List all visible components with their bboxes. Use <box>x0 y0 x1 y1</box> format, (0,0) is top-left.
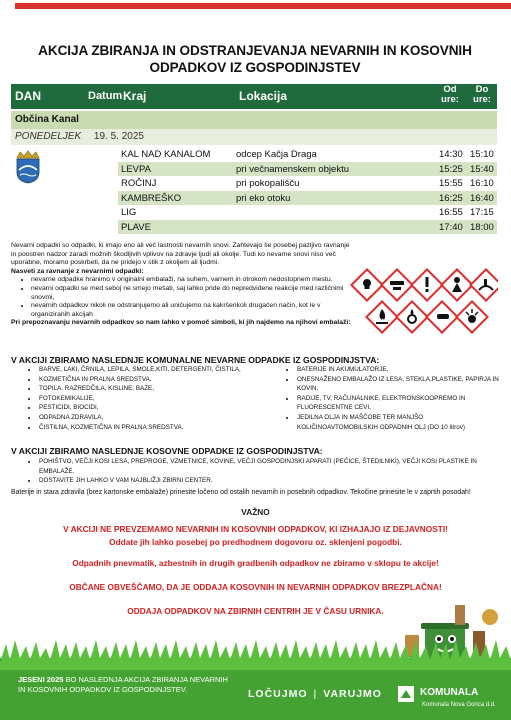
table-row: LIG 16:55 17:15 <box>121 207 494 218</box>
important-line-2: Oddate jih lahko posebej po predhodnem dogovoru oz. sklenjeni pogodbi. <box>109 537 402 547</box>
header-do: Do ure: <box>473 84 491 105</box>
list-item: • BATERIJE IN AKUMULATORJE, <box>296 365 500 375</box>
hazardous-list-left <box>24 365 274 432</box>
tips-list <box>31 276 356 319</box>
list-item: • ČISTILNA, KOZMETIČNA IN PRALNA SREDSTVA, <box>38 423 274 433</box>
header-lokacija: Lokacija <box>239 89 288 103</box>
list-item: • FOTOKEMIKALIJE, <box>38 394 274 404</box>
bulky-title: V AKCIJI ZBIRAMO NASLEDNJE KOSOVNE ODPADKE IZ GOSPODINJSTVA: <box>11 446 323 456</box>
list-item: • KOZMETIČNA IN PRALNA SREDSTVA, <box>38 375 274 385</box>
list-item: • nevarni odpadki se med seboj ne smejo mešati, saj lahko pride do nepredvidene reakcije med različnimi snovmi, <box>31 285 356 302</box>
table-row: KAMBREŠKO pri eko otoku 16:25 16:40 <box>118 191 497 206</box>
bulky-list <box>24 457 504 486</box>
municipality-crest-icon <box>14 150 42 184</box>
health-hazard-icon <box>441 269 472 300</box>
important-line-3: Odpadnih pnevmatik, azbestnih in drugih gradbenih odpadkov ne zbiramo v sklopu te akcije! <box>72 558 439 568</box>
important-line-5: ODDAJA ODPADKOV NA ZBIRNIH CENTRIH JE V ČASU URNIKA. <box>127 606 384 616</box>
gas-cylinder-hazard-icon <box>426 301 457 332</box>
exclamation-hazard-icon <box>411 269 442 300</box>
flammable-hazard-icon <box>366 301 397 332</box>
hazardous-list-right <box>282 365 500 432</box>
footer-text: BO NASLEDNJA AKCIJA ZBIRANJA NEVARNIH IN KOSOVNIH ODPADKOV IZ GOSPODINJSTEV. <box>18 675 228 694</box>
day-date: 19. 5. 2025 <box>93 131 144 142</box>
environment-hazard-icon <box>470 269 498 300</box>
list-item: • nevarnih odpadkov nikoli ne odstranjujemo ali uničujemo na kakršenkoli drugačen način, kot le v organiziranih akcijah <box>31 302 356 319</box>
day-row <box>11 129 497 145</box>
slogan-separator: | <box>313 688 318 700</box>
list-item: • PESTICIDI, BIOCIDI, <box>38 403 274 413</box>
intro-paragraph: Nevarni odpadki so odpadki, ki imajo eno ali več lastnosti nevarnih snovi. Zahtevajo še posebej pazljivo ravnanje in poostren nadzor zaradi možnih škodljivih vplivov na zdravje ljudi ali okolje. Tudi ko nevarne snovi niso več uporabne, moramo poskrbeti, da ne pridejo v stik z okoljem ali ljudmi. <box>11 242 350 267</box>
hazard-symbols <box>348 268 498 346</box>
list-item: • TOPILA, RAZREDČILA, KISLINE, BAZE, <box>38 384 274 394</box>
list-item: • JEDILNA OLJA IN MAŠČOBE TER MANJŠO KOLIČINOAVTOMOBILSKIH ODPADNIH OLJ (DO 10 litrov) <box>296 413 500 432</box>
brand-subtitle: Komunala Nova Gorica d.d. <box>422 702 496 708</box>
list-item: • DOSTAVITE JIH LAHKO V VAM NAJBLIŽJI ZBIRNI CENTER. <box>38 476 504 486</box>
table-row: LEVPA pri večnamenskem objektu 15:25 15:40 <box>118 162 497 177</box>
footer-season: JESENI 2025 <box>18 675 64 684</box>
hazardous-title: V AKCIJI ZBIRAMO NASLEDNJE KOMUNALNE NEVARNE ODPADKE IZ GOSPODINJSTVA: <box>11 355 380 365</box>
table-row: KAL NAD KANALOM odcep Kačja Draga 14:30 15:10 <box>121 149 494 160</box>
header-datum: Datum <box>88 90 123 102</box>
title-line-1: AKCIJA ZBIRANJA IN ODSTRANJEVANJA NEVARNIH IN KOSOVNIH <box>38 43 472 58</box>
list-item: • ODPADNA ZDRAVILA, <box>38 413 274 423</box>
list-item: • nevarne odpadke hranimo v originalni embalaži, na suhem, varnem in otrokom nedostopnem mestu. <box>31 276 356 285</box>
list-item: • BARVE, LAKI, ČRNILA, LEPILA, SMOLE,KITI, DETERGENTI, ČISTILA, <box>38 365 274 375</box>
skull-hazard-icon <box>351 269 382 300</box>
header-dan: DAN <box>15 89 41 103</box>
footer-announcement <box>18 675 228 695</box>
schedule-header <box>11 84 497 109</box>
tips-heading: Nasveti za ravnanje z nevarnimi odpadki: <box>11 267 144 275</box>
oxidizer-hazard-icon <box>396 301 427 332</box>
important-heading: VAŽNO <box>241 507 270 517</box>
municipality-row: Občina Kanal <box>11 111 497 129</box>
list-item: • POHIŠTVO, VEČJI KOSI LESA, PREPROGE, VZMETNICE, KOVINE, VEČJI GOSPODINJSKI APARATI (PEČICE, ŠTEDILNIKI), VEČJI KOSI PLASTIKE IN EMBALAŽE. <box>38 457 504 476</box>
list-item: • RADIJE, TV, RAČUNALNIKE, ELEKTRONSKOOPREMO IN FLUORESCENTNE CEVI, <box>296 394 500 413</box>
day-name: PONEDELJEK <box>15 131 82 142</box>
symbols-note: Pri prepoznavanju nevarnih odpadkov so nam lahko v pomoč simboli, ki jih najdemo na njihovi embalaži: <box>11 319 351 327</box>
title-line-2: ODPADKOV IZ GOSPODINJSTEV <box>149 60 361 75</box>
table-row: PLAVE 17:40 18:00 <box>118 220 497 235</box>
schedule-rows <box>11 147 497 234</box>
list-item: • ONESNAŽENO EMBALAŽO IZ LESA, STEKLA,PLASTIKE, PAPIRJA IN KOVIN, <box>296 375 500 394</box>
corrosive-hazard-icon <box>381 269 412 300</box>
footer-slogan <box>248 688 382 700</box>
top-color-bar <box>15 3 495 9</box>
header-od: Od ure: <box>441 84 459 105</box>
slogan-locujmo: LOČUJMO <box>248 688 308 700</box>
table-row: ROČINJ pri pokopališču 15:55 16:10 <box>121 178 494 189</box>
important-line-4: OBČANE OBVEŠČAMO, DA JE ODDAJA KOSOVNIH IN NEVARNIH ODPADKOV BREZPLAČNA! <box>69 582 442 592</box>
important-line-1: V AKCIJI NE PREVZEMAMO NEVARNIH IN KOSOVNIH ODPADKOV, KI IZHAJAJO IZ DEJAVNOSTI! <box>63 524 448 534</box>
intro-text <box>11 242 356 328</box>
explosive-hazard-icon <box>456 301 487 332</box>
header-kraj: Kraj <box>123 89 147 103</box>
schedule-table <box>11 84 497 234</box>
slogan-varujmo: VARUJMO <box>323 688 382 700</box>
page-title <box>20 42 490 76</box>
brand-name: KOMUNALA <box>420 687 479 698</box>
batteries-note: Baterije in stara zdravila (brez kartonske embalaže) prinesite ločeno od ostalih nevarnih in posebnih odpadkov. Tekočine prinesite le v zaprtih posodah! <box>11 489 471 496</box>
